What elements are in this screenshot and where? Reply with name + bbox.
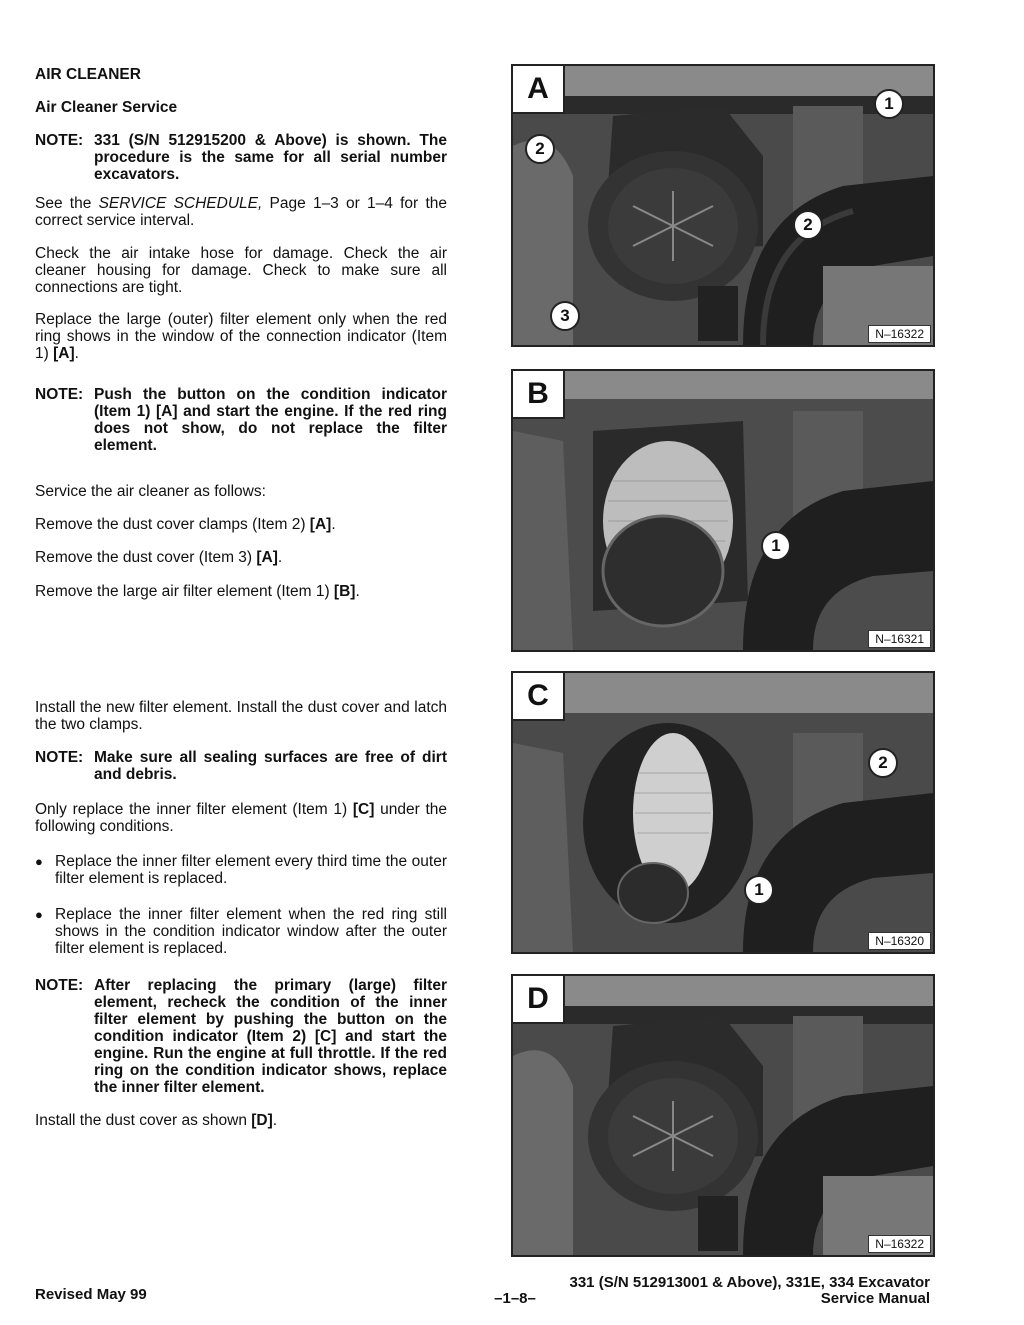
figure-b-photo (513, 371, 933, 650)
callout-condition-indicator: 2 (868, 748, 898, 778)
step-remove-clamps: Remove the dust cover clamps (Item 2) [A]. (35, 516, 336, 533)
callout-dust-cover: 3 (550, 301, 580, 331)
figure-label: A (513, 66, 565, 114)
note-label: NOTE: (35, 386, 84, 403)
list-item: ● Replace the inner filter element when the red ring still shows in the condition indicator window after the outer filter element is replaced. (35, 906, 447, 957)
callout-clamp: 2 (793, 210, 823, 240)
subsection-title: Air Cleaner Service (35, 99, 178, 116)
footer-revised: Revised May 99 (35, 1286, 147, 1303)
para-final: Install the dust cover as shown [D]. (35, 1112, 278, 1129)
step-remove-filter: Remove the large air filter element (Item 1) [B]. (35, 583, 360, 600)
para-inner-filter: Only replace the inner filter element (Item 1) [C] under the following conditions. (35, 801, 448, 835)
figure-d (511, 974, 935, 1257)
figure-label: D (513, 976, 565, 1024)
figure-code: N–16322 (868, 1235, 931, 1253)
para-check: Check the air intake hose for damage. Check the air cleaner housing for damage. Check to make sure all connections are tight. (35, 245, 447, 296)
figure-label: B (513, 371, 565, 419)
note-recheck (35, 977, 447, 1096)
note-label: NOTE: (35, 132, 84, 149)
note-text: 331 (S/N 512915200 & Above) is shown. The procedure is the same for all serial number excavators. (94, 132, 447, 183)
para-replace: Replace the large (outer) filter element only when the red ring shows in the window of the connection indicator (Item 1) [A]. (35, 311, 447, 362)
para-schedule: See the SERVICE SCHEDULE, Page 1–3 or 1–4 for the correct service interval. (35, 195, 447, 229)
callout-inner-filter: 1 (744, 875, 774, 905)
bullet-icon: ● (35, 907, 43, 922)
figure-label: C (513, 673, 565, 721)
note-label: NOTE: (35, 977, 84, 994)
footer-model: 331 (S/N 512913001 & Above), 331E, 334 Excavator Service Manual (569, 1274, 930, 1307)
note-text: After replacing the primary (large) filter element, recheck the condition of the inner filter element by pushing the button on the condition indicator (Item 2) [C] and start the engine. Run the engine at full throttle. If the red ring on the condition indicator shows, replace the inner filter element. (94, 977, 447, 1096)
bullet-icon: ● (35, 854, 43, 869)
figure-a-photo (513, 66, 933, 345)
figure-code: N–16321 (868, 630, 931, 648)
figure-b (511, 369, 935, 652)
note-sealing (35, 749, 447, 783)
callout-outer-filter: 1 (761, 531, 791, 561)
figure-c-photo (513, 673, 933, 952)
figure-code: N–16320 (868, 932, 931, 950)
figure-a (511, 64, 935, 347)
note-condition-indicator (35, 386, 447, 454)
note-label: NOTE: (35, 749, 84, 766)
callout-condition-indicator: 1 (874, 89, 904, 119)
list-item: ● Replace the inner filter element every third time the outer filter element is replaced. (35, 853, 447, 887)
section-title: AIR CLEANER (35, 66, 141, 83)
note-serial (35, 132, 447, 183)
step-remove-cover: Remove the dust cover (Item 3) [A]. (35, 549, 283, 566)
note-text: Push the button on the condition indicator (Item 1) [A] and start the engine. If the red ring does not show, do not replace the filter element. (94, 386, 447, 454)
schedule-link-text: SERVICE SCHEDULE, (98, 195, 263, 212)
figure-c (511, 671, 935, 954)
note-text: Make sure all sealing surfaces are free of dirt and debris. (94, 749, 447, 783)
figure-d-photo (513, 976, 933, 1255)
page-number: –1–8– (494, 1290, 536, 1307)
figure-code: N–16322 (868, 325, 931, 343)
callout-clamp: 2 (525, 134, 555, 164)
para-install: Install the new filter element. Install the dust cover and latch the two clamps. (35, 699, 447, 733)
para-service: Service the air cleaner as follows: (35, 483, 266, 500)
